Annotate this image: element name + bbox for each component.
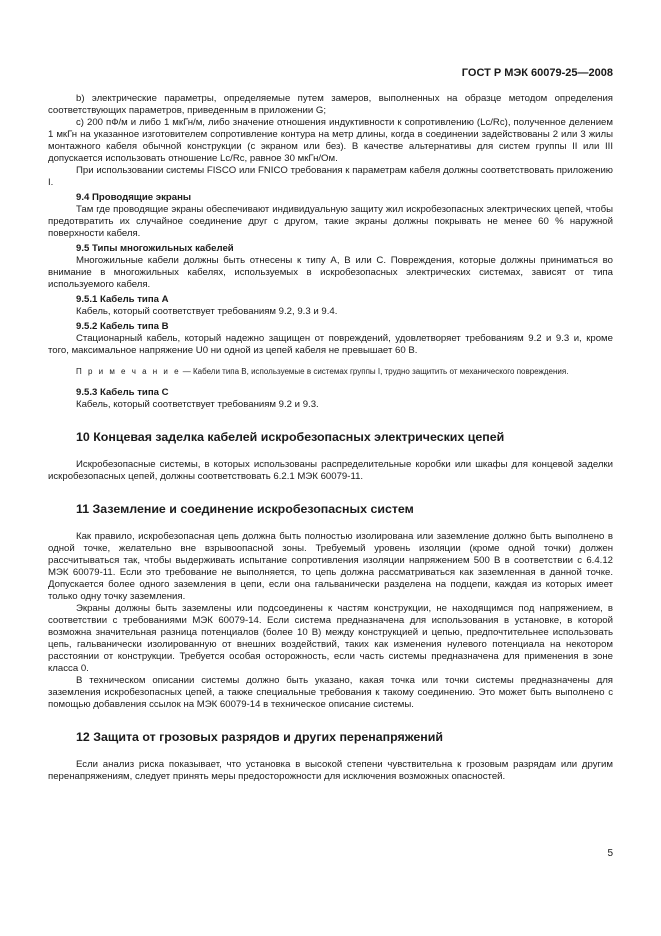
section-12-text: Если анализ риска показывает, что установка в высокой степени чувствительна к грозовым разрядам или другим перенапряжениям, следует принять меры предосторожности для исключения возможных опасностей.: [48, 759, 613, 782]
section-11-para-2: Экраны должны быть заземлены или подсоединены к частям конструкции, не находящимся под напряжением, в соответствии с требованиями МЭК 60079-14. Если система предназначена для использования в установке, в которой возможна значительная разница потенциалов (более 10 В) между конструкцией и цепью, предпочтительнее использовать цепь, гальванически изолированную от внешних воздействий, таких как изменения нулевого потенциала на некотором расстоянии от конструкции. Требуется особая осторожность, если часть системы предназначена для применения в зоне класса 0.: [48, 603, 613, 674]
section-9-5-1-text: Кабель, который соответствует требованиям 9.2, 9.3 и 9.4.: [76, 306, 338, 317]
section-11-para-3: В техническом описании системы должно быть указано, какая точка или точки системы предназначены для заземления искробезопасных цепей, а также специальные требования к такому соединению. Это может быть выполнено с помощью добавления ссылок на МЭК 60079-14 в техническое описание системы.: [48, 675, 613, 710]
section-9-5-text: Многожильные кабели должны быть отнесены к типу A, B или C. Повреждения, которые должны приниматься во внимание в многожильных кабелях, используемых в искробезопасных электрических системах, зависят от типа используемого кабеля.: [48, 255, 613, 290]
section-11-para-1: Как правило, искробезопасная цепь должна быть полностью изолирована или заземление должно быть выполнено в одной точке, желательно вне взрывоопасной зоны. Требуемый уровень изоляции (кроме одной точки) должен рассчитываться так, чтобы выдерживать испытание сопротивления изоляции напряжением 500 В в соответствии с 6.4.12 МЭК 60079-11. Если это требование не выполняется, то цепь должна рассматриваться как заземленная в данной точке. Допускается более одного заземления в цепи, если она гальванически разделена на подцепи, каждая из которых имеет только одну точку заземления.: [48, 531, 613, 602]
note: [48, 366, 613, 377]
paragraph-b: b) электрические параметры, определяемые путем замеров, выполненных на образце методом определения соответствующих параметров, приведенным в приложении G;: [48, 93, 613, 116]
section-9-5-1-heading: 9.5.1 Кабель типа A: [76, 294, 169, 305]
section-9-5-heading: 9.5 Типы многожильных кабелей: [76, 243, 234, 254]
section-9-4-text: Там где проводящие экраны обеспечивают индивидуальную защиту жил искробезопасных электрических цепей, чтобы предотвратить их случайное соединение друг с другом, такие экраны должны покрывать не менее 60 % наружной поверхности кабеля.: [48, 204, 613, 239]
section-12-heading: 12 Защита от грозовых разрядов и других перенапряжений: [76, 730, 443, 744]
note-text: — Кабели типа B, используемые в системах группы I, трудно защитить от механического повреждения.: [180, 367, 569, 376]
section-10-heading: 10 Концевая заделка кабелей искробезопасных электрических цепей: [76, 430, 505, 444]
paragraph-c: c) 200 пФ/м и либо 1 мкГн/м, либо значение отношения индуктивности к сопротивлению (Lc/Rc), полученное делением 1 мкГн на указанное изготовителем сопротивление контура на метр длины, когда в соединении задействованы 2 или 3 жилы монтажного кабеля обычной конструкции (с экраном или без). В качестве альтернативы для систем группы II или III допускается использовать отношение Lc/Rc, равное 30 мкГн/Ом.: [48, 117, 613, 164]
page-number: 5: [607, 848, 613, 859]
section-10-text: Искробезопасные системы, в которых использованы распределительные коробки или шкафы для концевой заделки искробезопасных цепей, должны соответствовать 6.2.1 МЭК 60079-11.: [48, 459, 613, 482]
section-9-5-2-text: Стационарный кабель, который надежно защищен от повреждений, удовлетворяет требованиям 9.2 и 9.3 и, кроме того, максимальное напряжение U0 ни одной из цепей кабеля не превышает 60 В.: [48, 333, 613, 356]
section-9-5-3-heading: 9.5.3 Кабель типа C: [76, 387, 169, 398]
paragraph-fisco: При использовании системы FISCO или FNICO требования к параметрам кабеля должны соответствовать приложению I.: [48, 165, 613, 188]
section-9-5-3-text: Кабель, который соответствует требованиям 9.2 и 9.3.: [76, 399, 319, 410]
note-label: П р и м е ч а н и е: [76, 367, 181, 376]
document-body: [48, 93, 613, 783]
section-11-heading: 11 Заземление и соединение искробезопасных систем: [76, 502, 414, 516]
document-header: ГОСТ Р МЭК 60079-25—2008: [461, 67, 613, 79]
section-9-4-heading: 9.4 Проводящие экраны: [76, 192, 192, 203]
section-9-5-2-heading: 9.5.2 Кабель типа B: [76, 321, 169, 332]
